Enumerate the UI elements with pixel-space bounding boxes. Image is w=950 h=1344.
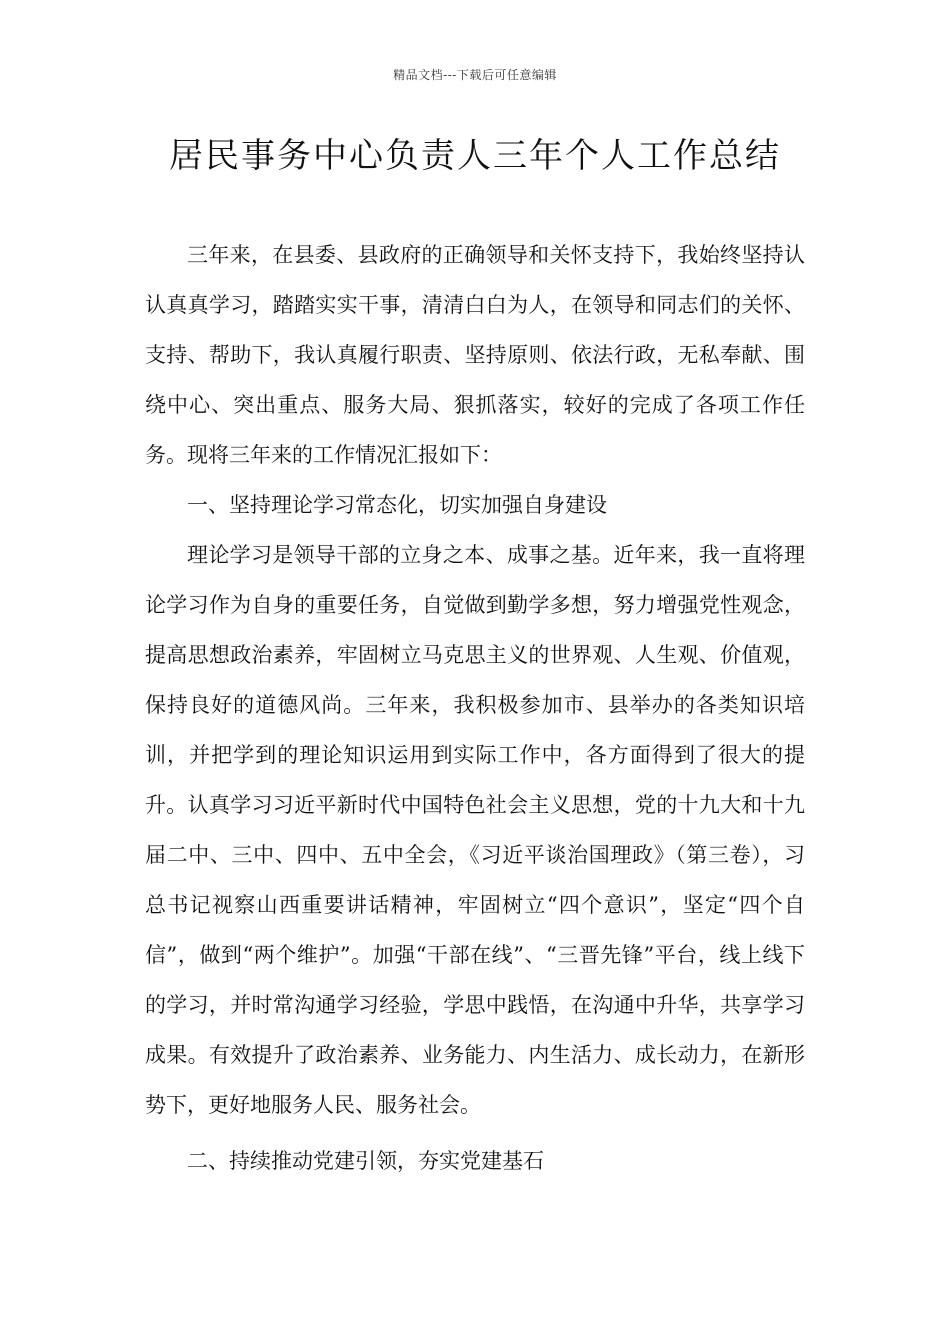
section-1-paragraph: 理论学习是领导干部的立身之本、成事之基。近年来，我一直将理论学习作为自身的重要任务，自觉做到勤学多想，努力增强党性观念，提高思想政治素养，牢固树立马克思主义的世界观、人生观、价值观，保持良好的道德风尚。三年来，我积极参加市、县举办的各类知识培训，并把学到的理论知识运用到实际工作中，各方面得到了很大的提升。认真学习习近平新时代中国特色社会主义思想，党的十九大和十九届二中、三中、四中、五中全会，《习近平谈治国理政》（第三卷），习总书记视察山西重要讲话精神，牢固树立“四个意识”，坚定“四个自信”，做到“两个维护”。加强“干部在线”、“三晋先锋”平台，线上线下的学习，并时常沟通学习经验，学思中践悟，在沟通中升华，共享学习成果。有效提升了政治素养、业务能力、内生活力、成长动力，在新形势下，更好地服务人民、服务社会。 bbox=[145, 543, 805, 1117]
document-body bbox=[145, 230, 805, 1186]
header-note: 精品文档---下载后可任意编辑 bbox=[393, 68, 557, 82]
intro-paragraph: 三年来，在县委、县政府的正确领导和关怀支持下，我始终坚持认认真真学习，踏踏实实干事，清清白白为人，在领导和同志们的关怀、支持、帮助下，我认真履行职责、坚持原则、依法行政，无私奉献、围绕中心、突出重点、服务大局、狠抓落实，较好的完成了各项工作任务。现将三年来的工作情况汇报如下： bbox=[145, 243, 805, 467]
section-heading-1: 一、坚持理论学习常态化，切实加强自身建设 bbox=[187, 493, 607, 517]
section-heading-2: 二、持续推动党建引领，夯实党建基石 bbox=[187, 1149, 544, 1173]
document-title: 居民事务中心负责人三年个人工作总结 bbox=[169, 136, 781, 176]
